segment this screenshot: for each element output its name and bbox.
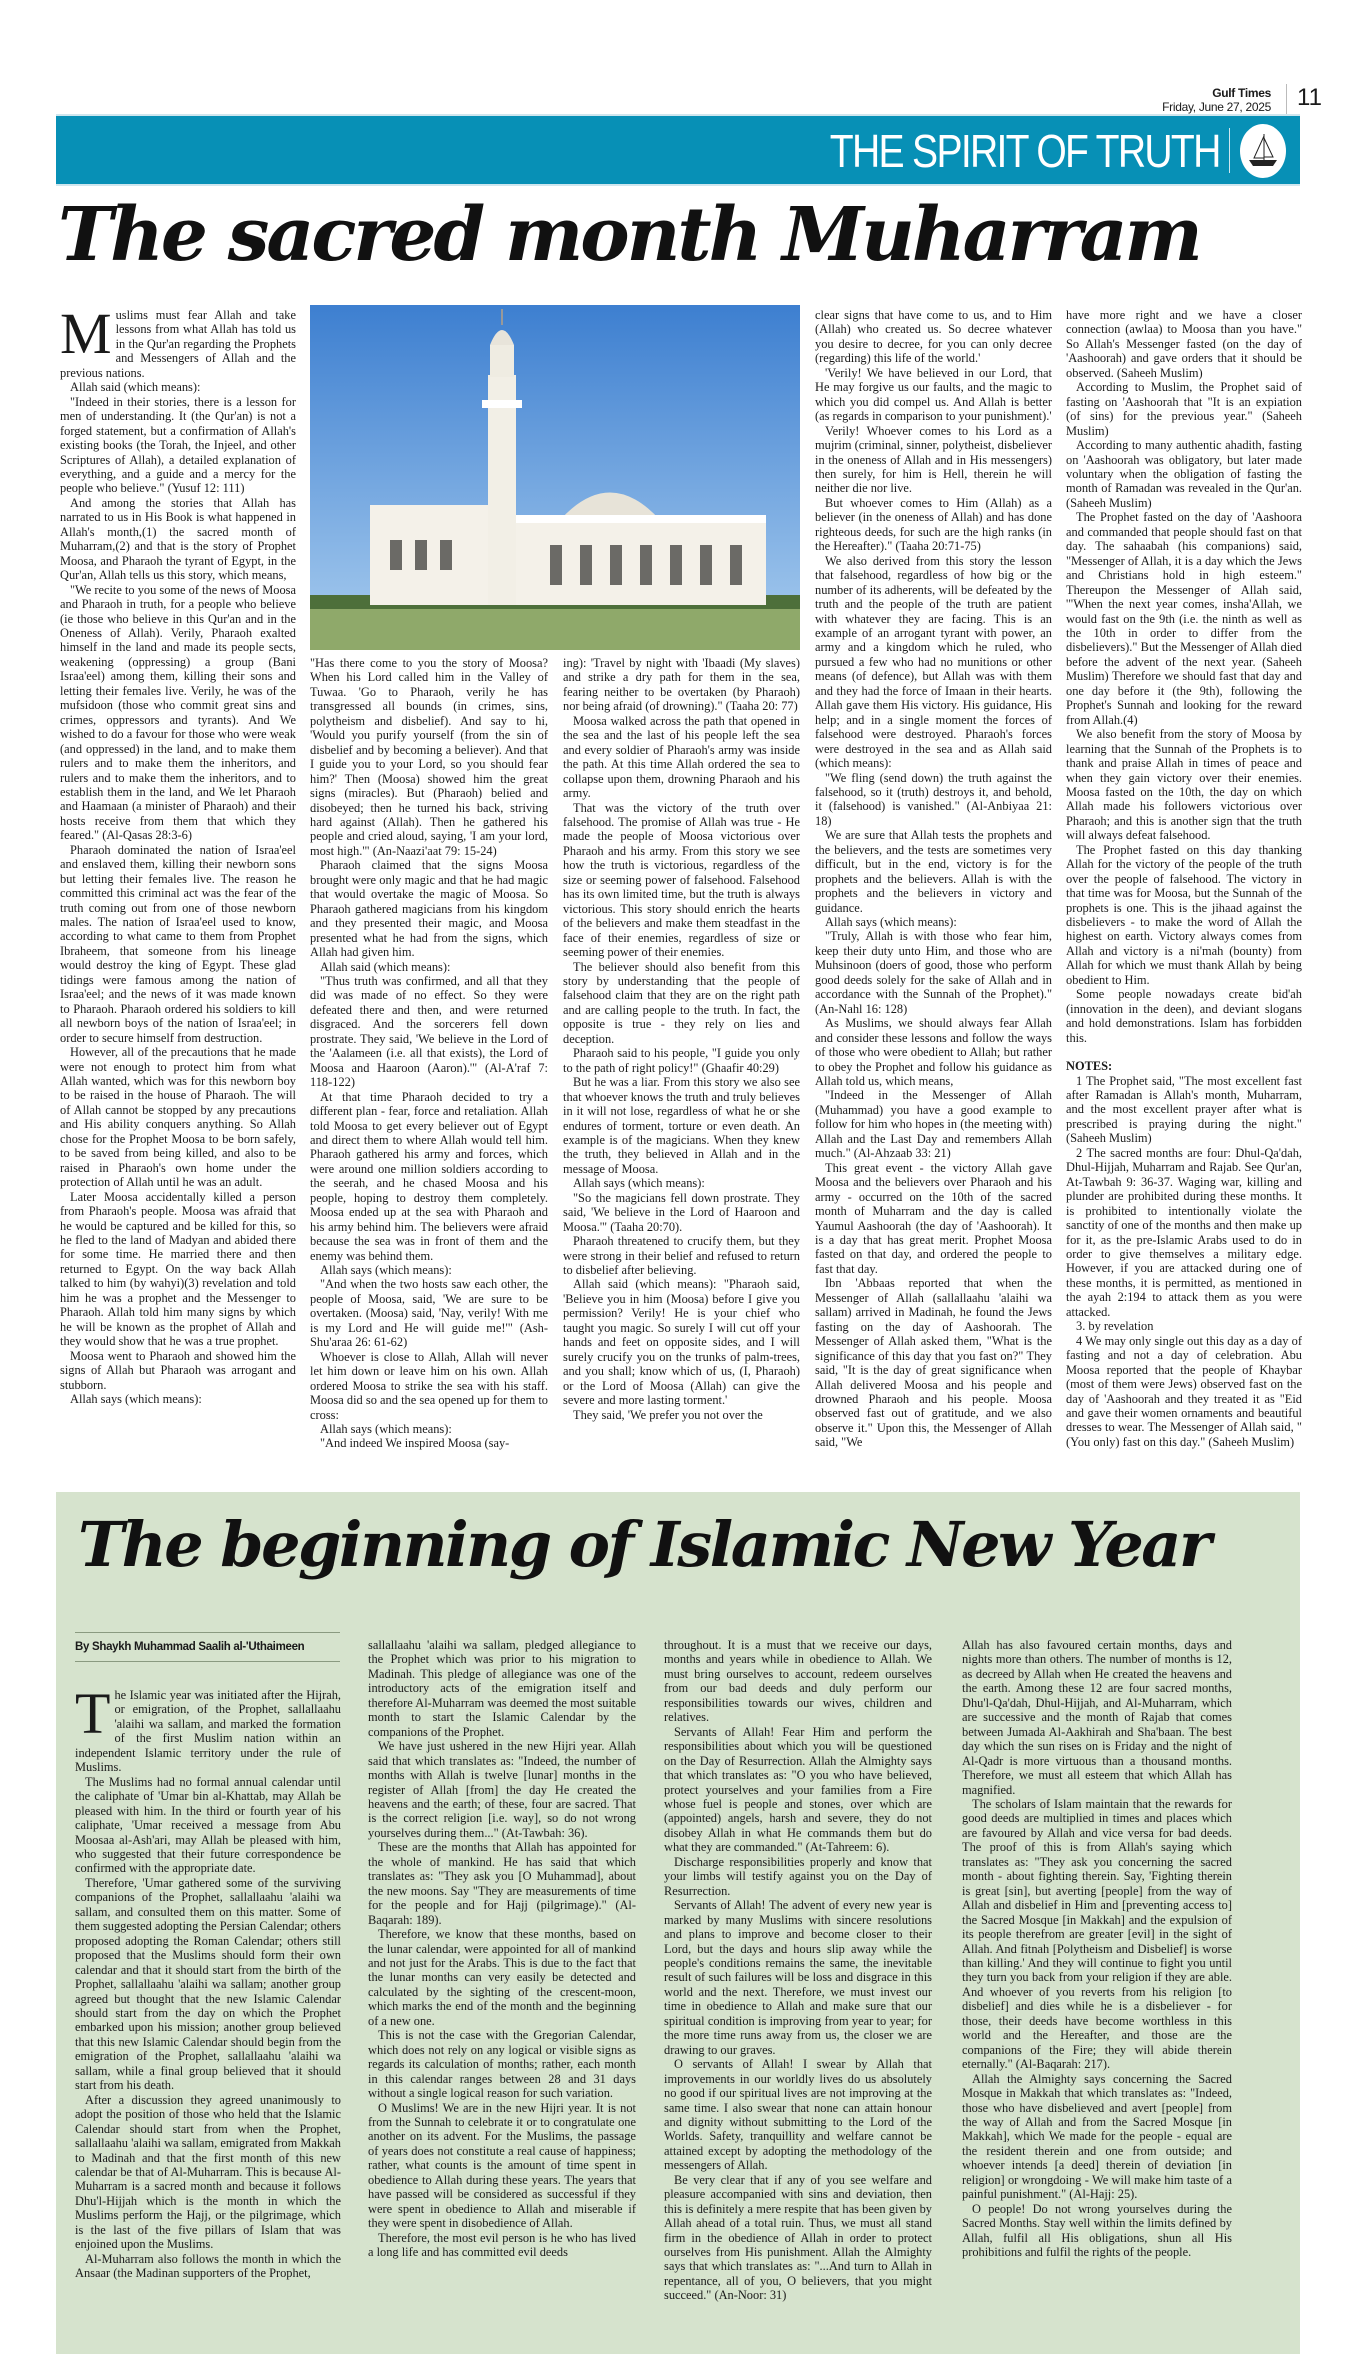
paragraph: We also derived from this story the lesson that falsehood, regardless of how big or the number of its adherents, will be defeated by the truth and the people of the truth are patient with whatever they are facing. This is an example of an arrogant tyrant with power, an army and a kingdom which he ruled, who pursued a few who had no munitions or other means (of defence), but Allah was with them and they had the force of Imaan in their hearts. Allah gave them His victory. His guidance, His help; and in a single moment the forces of falsehood were destroyed. Pharaoh's forces were destroyed in the sea and as Allah said (which means): (815, 553, 1052, 771)
masthead (1162, 86, 1271, 114)
notes-heading: NOTES: (1066, 1059, 1113, 1074)
dhow-boat-icon (1240, 124, 1286, 178)
article-column (368, 1638, 636, 2348)
paragraph: Moosa walked across the path that opened in the sea and the last of his people left the sea and every soldier of Pharaoh's army was inside the path. At this time Allah ordered the sea to collapse upon them, drowning Pharaoh and his army. (563, 713, 800, 801)
paragraph: Servants of Allah! Fear Him and perform the responsibilities about which you will be questioned on the Day of Resurrection. Allah the Almighty says that which translates as: "O you who have believed, protect yourselves and your families from a Fire whose fuel is people and stones, over which are (appointed) angels, harsh and severe, they do not disobey Allah in what He commands them but do what they are commanded." (At-Tahreem: 6). (664, 1724, 932, 1855)
paragraph: O people! Do not wrong yourselves during the Sacred Months. Stay well within the limits defined by Allah, fulfil all His obligations, shun all His prohibitions and fulfil the rights of the people. (962, 2201, 1232, 2260)
article-title: The beginning of Islamic New Year (78, 1508, 1210, 1581)
paragraph: "We fling (send down) the truth against the falsehood, so it (truth) destroys it, and behold, it (falsehood) is vanished." (Al-Anbiyaa 21: 18) (815, 770, 1052, 828)
article-column (75, 1688, 341, 2348)
paragraph: We are sure that Allah tests the prophets and the believers, and the tests are sometimes very difficult, but in the end, victory is for the prophets and the believers. Allah is with the prophets and the believers in victory and guidance. (815, 828, 1052, 915)
banner-divider (1229, 128, 1230, 173)
paragraph: Later Moosa accidentally killed a person from Pharaoh's people. Moosa was afraid that he would be captured and be killed for this, so he fled to the land of Madyan and abided there for some time. He married there and then returned to Egypt. On the way back Allah talked to him (by wahyi)(3) revelation and told him he was a prophet and the Messenger to Pharaoh. Allah told him many signs by which he will be known as the prophet of Allah and they would show that he was a true prophet. (60, 1189, 296, 1349)
paragraph: Therefore, we know that these months, based on the lunar calendar, were appointed for all of mankind and not just for the Arabs. This is due to the fact that the lunar months can very easily be detected and calculated by the sighting of the crescent-moon, which marks the end of the month and the beginning of a new one. (368, 1927, 636, 2028)
paragraph: But he was a liar. From this story we also see that whoever knows the truth and truly believes in it will not lose, regardless of what he or she endures of torment, torture or even death. An example is of the magicians. When they knew the truth, they believed in Allah and in the message of Moosa. (563, 1075, 800, 1176)
paragraph: The Prophet fasted on this day thanking Allah for the victory of the people of the truth over the people of falsehood. The victory in that time was for Moosa, but the Sunnah of the prophets is one. This is the jihaad against the disbelievers - to make the word of Allah the highest on earth. Victory always comes from Allah and victory is a ni'mah (bounty) from Allah for which we must thank Allah by being obedient to Him. (1066, 842, 1302, 987)
article-title: The sacred month Muharram (58, 192, 1200, 278)
paragraph: 'Verily! We have believed in our Lord, that He may forgive us our faults, and the magic to which you did compel us. And Allah is better (as regards in comparison to your punishment).' (815, 365, 1052, 424)
paragraph: Be very clear that if any of you see welfare and pleasure accompanied with sins and deviation, then this is definitely a mere respite that has been given by Allah ahead of a total ruin. Thus, we must all stand firm in the obedience of Allah in order to protect ourselves from His punishment. Allah the Almighty says that which translates as: "...And turn to Allah in repentance, all of you, O believers, that you might succeed." (An-Noor: 31) (664, 2172, 932, 2303)
paragraph: The scholars of Islam maintain that the rewards for good deeds are multiplied in times and places which are favoured by Allah and vice versa for bad deeds. The proof of this is from Allah's saying which translates as: "They ask you concerning the sacred month - about fighting therein. Say, 'Fighting therein is great [sin], but averting [people] from the way of Allah and disbelief in Him and [preventing access to] the Sacred Mosque [in Makkah] and the expulsion of its people therefrom are greater [evil] in the sight of Allah. And fitnah [Polytheism and Disbelief] is worse than killing.' And they will continue to fight you until they turn you back from your religion if they are able. And whoever of you reverts from his religion [to disbelief] and dies while he is a disbeliever - for those, their deeds have become worthless in this world and the Hereafter, and those are the companions of the Fire; they will abide therein eternally." (Al-Baqarah: 217). (962, 1796, 1232, 2072)
paragraph: Allah says (which means): (825, 915, 957, 930)
article-column (60, 308, 296, 1468)
paragraph: We have just ushered in the new Hijri year. Allah said that which translates as: "Indeed, the number of months with Allah is twelve [lunar] months in the register of Allah [from] the day He created the heavens and the earth; of these, four are sacred. That is the correct religion [i.e. way], so do not wrong yourselves during them..." (At-Tawbah: 36). (368, 1739, 636, 1840)
paragraph: Verily! Whoever comes to his Lord as a mujrim (criminal, sinner, polytheist, disbeliever in the oneness of Allah and in His messengers) then surely, for him is Hell, therein he will neither die nor live. (815, 423, 1052, 496)
paragraph: Ibn 'Abbaas reported that when the Messenger of Allah (sallallaahu 'alaihi wa sallam) arrived in Madinah, he found the Jews fasting on the day of Aashoorah. The Messenger of Allah asked them, "What is the significance of this day that you fast on?" They said, "It is the day of great significance when Allah delivered Moosa and his people and drowned Pharaoh and his people. Moosa observed fast out of gratitude, and we also observe it." Upon this, the Messenger of Allah said, "We (815, 1276, 1052, 1450)
page-number: 11 (1286, 84, 1322, 114)
paragraph: Pharaoh dominated the nation of Israa'eel and enslaved them, killing their newborn sons but letting their females live. The reason he committed this criminal act was the fear of the truth coming out from one of those newborn males. The nation of Israa'eel used to know, according to what came to them from Prophet Ibraheem, that someone from his lineage would destroy the king of Egypt. These glad tidings were famous among the nation of Israa'eel; and the news of it was made known to Pharaoh. Pharaoh ordered his soldiers to kill all newborn boys of the nation of Israa'eel; in order to secure himself from destruction. (60, 842, 296, 1045)
paragraph: Therefore, the most evil person is he who has lived a long life and has committed evil deeds (368, 2230, 636, 2260)
publication-name: Gulf Times (1212, 86, 1271, 100)
paragraph: "Truly, Allah is with those who fear him, keep their duty unto Him, and those who are Muhsinoon (doers of good, those who perform good deeds solely for the sake of Allah and in accordance with the Sunnah of the Prophet)." (An-Nahl 16: 128) (815, 929, 1052, 1016)
paragraph: This great event - the victory Allah gave Moosa and the believers over Pharaoh and his army - occurred on the 10th of the sacred month of Muharram and the day is called Yaumul Aashoorah (the day of 'Aashoorah). It is a day that has great merit. Prophet Moosa fasted on that day, and ordered the people to fast that day. (815, 1160, 1052, 1276)
paragraph: The believer should also benefit from this story by understanding that the people of falsehood claim that they are on the right path and are calling people to the truth. In fact, the opposite is true - they rely on lies and deception. (563, 959, 800, 1046)
paragraph: "Thus truth was confirmed, and all that they did was made of no effect. So they were defeated there and then, and were returned disgraced. And the sorcerers fell down prostrate. They said, 'We believe in the Lord of the 'Aalameen (i.e. all that exists), the Lord of Moosa and Haaroon (Aaron).'" (Al-A'raf 7: 118-122) (310, 973, 548, 1090)
paragraph: They said, 'We prefer you not over the (573, 1407, 763, 1422)
paragraph: Allah says (which means): (320, 1422, 452, 1437)
paragraph: Allah says (which means): (573, 1176, 705, 1191)
paragraph: This is not the case with the Gregorian Calendar, which does not rely on any logical or visible signs as regards its calculation of months; rather, each month in this calendar ranges between 28 and 31 days without a single logical reason for such variation. (368, 2028, 636, 2101)
paragraph: Pharaoh said to his people, "I guide you only to the path of right policy!" (Ghaafir 40:29) (563, 1046, 800, 1075)
paragraph: O servants of Allah! I swear by Allah that improvements in our worldly lives do us absolutely no good if our spiritual lives are not improving at the same time. I also swear that none can attain honour and dignity without submitting to the Lord of the Worlds. Safety, tranquillity and welfare cannot be attained except by adopting the methodology of the messengers of Allah. (664, 2057, 932, 2173)
paragraph: As Muslims, we should always fear Allah and consider these lessons and follow the ways of those who were obedient to Allah; but rather to obey the Prophet and follow his guidance as Allah told us, which means, (815, 1016, 1052, 1089)
paragraph: Allah has also favoured certain months, days and nights more than others. The number of months is 12, as decreed by Allah when He created the heavens and the earth. Among these 12 are four sacred months, Dhu'l-Qa'dah, Dhul-Hijjah, and Al-Muharram, which are successive and the month of Rajab that comes between Jumada Al-Aakhirah and Sha'baan. The best day which the sun rises on is Friday and the night of Al-Qadr is more virtuous than a thousand months. Therefore, we must all esteem that which Allah has magnified. (962, 1638, 1232, 1797)
paragraph: The Muslims had no formal annual calendar until the caliphate of 'Umar bin al-Khattab, may Allah be pleased with him. In the third or fourth year of his caliphate, 'Umar received a message from Abu Moosaa al-Ash'ari, may Allah be pleased with him, who suggested that their future correspondence be confirmed with the appropriate date. (75, 1774, 341, 1876)
paragraph: Pharaoh threatened to crucify them, but they were strong in their belief and refused to return to disbelief after believing. (563, 1234, 800, 1278)
paragraph: throughout. It is a must that we receive our days, months and years while in obedience to Allah. We must bring ourselves to account, redeem ourselves from our bad deeds and duly perform our responsibilities towards our wives, children and relatives. (664, 1638, 932, 1725)
article-column (310, 656, 548, 1468)
paragraph: Allah said (which means): (320, 959, 451, 974)
paragraph: And among the stories that Allah has narrated to us in His Book is what happened in Allah's month,(1) the sacred month of Muharram,(2) and that is the story of Prophet Moosa, and Pharaoh the tyrant of Egypt, in the Qur'an, Allah tells us this story, which means, (60, 495, 296, 583)
paragraph: According to many authentic ahadith, fasting on 'Aashoorah was obligatory, but later made voluntary when the obligation of fasting the month of Ramadan was revealed in the Qur'an. (Saheeh Muslim) (1066, 438, 1302, 510)
article-column (1066, 308, 1302, 1468)
paragraph: "So the magicians fell down prostrate. They said, 'We believe in the Lord of Haaroon and Moosa.'" (Taaha 20:70). (563, 1190, 800, 1234)
section-banner (56, 114, 1300, 186)
paragraph: However, all of the precautions that he made were not enough to protect him from what Allah wanted, which was for this newborn boy to be raised in the house of Pharaoh. The will of Allah cannot be stopped by any precautions and His ability conquers anything. So Allah chose for the Prophet Moosa to be born safely, to be saved from being killed, and also to be raised in Pharaoh's own home under the protection of Allah until he was an adult. (60, 1045, 296, 1190)
paragraph: Allah said (which means): "Pharaoh said, 'Believe you in him (Moosa) before I give you permission? Verily! He is your chief who taught you magic. So surely I will cut off your hands and feet on opposite sides, and I will surely crucify you on the trunks of palm-trees, and you shall; know which of us, (I, Pharaoh) or the Lord of Moosa (Allah) can give the severe and more lasting torment.' (563, 1277, 800, 1408)
paragraph: The Prophet fasted on the day of 'Aashoora and commanded that people should fast on that day. The sahaabah (his companions) said, "Messenger of Allah, it is a day which the Jews and Christians hold in high esteem." Thereupon the Messenger of Allah said, '"When the next year comes, insha'Allah, we would fast on the 9th (i.e. the ninth as well as the 10th in order to differ from the disbelievers)." But the Messenger of Allah died before the advent of the next year. (Saheeh Muslim) Therefore we should fast that day and one day before it (the 9th), following the Prophet's Sunnah and looking for the reward from Allah.(4) (1066, 510, 1302, 727)
paragraph: O Muslims! We are in the new Hijri year. It is not from the Sunnah to celebrate it or to congratulate one another on its advent. For the Muslims, the passage of years does not constitute a real cause of happiness; rather, what counts is the amount of time spent in obedience to Allah during these years. The years that have passed will be considered as successful if they were spent in obedience to Allah and miserable if they were spent in disobedience of Allah. (368, 2100, 636, 2231)
paragraph: clear signs that have come to us, and to Him (Allah) who created us. So decree whatever you desire to decree, for you can only decree (regarding) this life of the world.' (815, 308, 1052, 366)
paragraph: The Islamic year was initiated after the Hijrah, or emigration, of the Prophet, sallallaahu 'alaihi wa sallam, and marked the formation of the first Muslim nation within an independent Islamic territory under the rule of Muslims. (75, 1688, 341, 1775)
paragraph: These are the months that Allah has appointed for the whole of mankind. He has said that which translates as: "They ask you [O Muhammad], about the new moons. Say "They are measurements of time for the people and for Hajj (pilgrimage)." (Al-Baqarah: 189). (368, 1840, 636, 1927)
paragraph: Allah said (which means): (70, 380, 201, 395)
paragraph: "Indeed in their stories, there is a lesson for men of understanding. It (the Qur'an) is not a forged statement, but a confirmation of Allah's existing books (the Torah, the Injeel, and other Scriptures of Allah), a detailed explanation of everything, and a guide and a mercy for the people who believe." (Yusuf 12: 111) (60, 394, 296, 496)
section-title: THE SPIRIT OF TRUTH (830, 125, 1220, 177)
paragraph: "Indeed in the Messenger of Allah (Muhammad) you have a good example to follow for him who hopes in (the meeting with) Allah and the Last Day and remembers Allah much." (Al-Ahzaab 33: 21) (815, 1088, 1052, 1161)
byline: By Shaykh Muhammad Saalih al-'Uthaimeen (75, 1632, 340, 1662)
paragraph: sallallaahu 'alaihi wa sallam, pledged allegiance to the Prophet which was prior to his migration to Madinah. This pledge of allegiance was one of the introductory acts of the emigration itself and therefore Al-Muharram was deemed the most suitable month to start the Islamic Calendar by the companions of the Prophet. (368, 1638, 636, 1739)
paragraph: But whoever comes to Him (Allah) as a believer (in the oneness of Allah) and has done righteous deeds, for such are the high ranks (in the Hereafter)." (Taaha 20:71-75) (815, 495, 1052, 554)
paragraph: Moosa went to Pharaoh and showed him the signs of Allah but Pharaoh was arrogant and stubborn. (60, 1348, 296, 1392)
paragraph: 2 The sacred months are four: Dhul-Qa'dah, Dhul-Hijjah, Muharram and Rajab. See Qur'an, At-Tawbah 9: 36-37. Waging war, killing and plunder are prohibited during these months. It is prohibited to intentionally violate the sanctity of one of the months and then make up for it, as the pre-Islamic Arabs used to do in order to give themselves a military edge. However, if you are attacked during one of these months, it is permitted, as mentioned in the ayah 2:194 to attack them as you were attacked. (1066, 1145, 1302, 1319)
paragraph: According to Muslim, the Prophet said of fasting on 'Aashoorah that "It is an expiation (of sins) for the previous year." (Saheeh Muslim) (1066, 380, 1302, 438)
paragraph: "We recite to you some of the news of Moosa and Pharaoh in truth, for a people who believe (ie those who believe in this Qur'an and in the Oneness of Allah). Verily, Pharaoh exalted himself in the land and made its people sects, weakening (oppressing) a group (Bani Israa'eel) among them, killing their sons and letting their females live. Verily, he was of the mufsidoon (those who commit great sins and crimes, oppressors and tyrants). And We wished to do a favour for those who were weak (and oppressed) in the land, and to make them rulers and to make them the inheritors, and rulers and to make them the inheritors, and to establish them in the land, and We let Pharaoh and Haamaan (a minister of Pharaoh) and their hosts receive from them that which they feared." (Al-Qasas 28:3-6) (60, 582, 296, 843)
paragraph: Whoever is close to Allah, Allah will never let him down or leave him on his own. Allah ordered Moosa to strike the sea with his staff. Moosa did so and the sea opened up for them to cross: (310, 1349, 548, 1422)
paragraph: "Has there come to you the story of Moosa? When his Lord called him in the Valley of Tuwaa. 'Go to Pharaoh, verily he has transgressed all bounds (in crimes, sins, polytheism and disbelief). And say to hi, 'Would you purify yourself (from the sin of disbelief and by becoming a believer). And that I guide you to your Lord, so you should fear him?' Then (Moosa) showed him the great signs (miracles). But (Pharaoh) belied and disobeyed; then he turned his back, striving hard against (Allah). Then he gathered his people and cried aloud, saying, 'I am your lord, most high.'" (An-Naazi'aat 79: 15-24) (310, 656, 548, 858)
paragraph: At that time Pharaoh decided to try a different plan - fear, force and retaliation. Allah told Moosa to get every believer out of Egypt and direct them to where Allah would tell him. Pharaoh gathered his army and forces, which were around one million soldiers according to the seerah, and he chased Moosa and his people, hoping to destroy them completely. Moosa ended up at the sea with Pharaoh and his army behind him. The believers were afraid because the sea was in front of them and the enemy was behind them. (310, 1089, 548, 1263)
paragraph: ing): 'Travel by night with 'Ibaadi (My slaves) and strike a dry path for them in the sea, fearing neither to be overtaken (by Pharaoh) nor being afraid (of drowning)." (Taaha 20: 77) (563, 656, 800, 714)
article-column (815, 308, 1052, 1468)
paragraph: Allah says (which means): (70, 1391, 202, 1406)
paragraph: Servants of Allah! The advent of every new year is marked by many Muslims with sincere resolutions and plans to improve and become closer to their Lord, but the days and hours slip away while the people's conditions remains the same, the inevitable result of such failures will be loss and disgrace in this world and the next. Therefore, we must invest our time in obedience to Allah and make sure that our spiritual condition is improving from year to year; for the more time runs away from us, the closer we are drawing to our graves. (664, 1898, 932, 2057)
paragraph: 4 We may only single out this day as a day of fasting and not a day of celebration. Abu Moosa reported that the people of Khaybar (most of them were Jews) observed fast on the day of 'Aashoorah and they treated it as "Eid and gave their women ornaments and beautiful dresses to wear. The Messenger of Allah said, "(You only) fast on this day." (Saheeh Muslim) (1066, 1333, 1302, 1449)
paragraph: That was the victory of the truth over falsehood. The promise of Allah was true - He made the people of Moosa victorious over Pharaoh and his army. From this story we see how the truth is victorious, regardless of the size or seeming power of falsehood. Falsehood has its own limited time, but the truth is always victorious. This story should enrich the hearts of the believers and make them steadfast in the face of their enemies, regardless of size or seeming power of their enemies. (563, 800, 800, 960)
paragraph: Muslims must fear Allah and take lessons from what Allah has told us in the Qur'an regarding the Prophets and Messengers of Allah and the previous nations. (60, 308, 296, 380)
article-column (664, 1638, 932, 2348)
paragraph: "And indeed We inspired Moosa (say- (320, 1436, 510, 1451)
paragraph: have more right and we have a closer connection (awlaa) to Moosa than you have." So Allah's Messenger fasted (on the day of 'Aashoorah) and gave orders that it should be observed. (Saheeh Muslim) (1066, 308, 1302, 380)
paragraph: Some people nowadays create bid'ah (innovation in the deen), and deviant slogans and hold demonstrations. Islam has forbidden this. (1066, 987, 1302, 1045)
paragraph: Therefore, 'Umar gathered some of the surviving companions of the Prophet, sallallaahu 'alaihi wa sallam, and consulted them on this matter. Some of them suggested adopting the Persian Calendar; others proposed adopting the Roman Calendar; others still proposed that the Muslims should form their own calendar and that it should start from the birth of the Prophet, sallallaahu 'alaihi wa sallam; another group agreed but thought that the new Islamic Calendar should start from the day on which the Prophet embarked upon his mission; another group believed that this new Islamic Calendar should begin from the emigration of the Prophet, sallallaahu 'alaihi wa sallam, while a final group believed that it should start from his death. (75, 1875, 341, 2093)
paragraph: Discharge responsibilities properly and know that your limbs will testify against you on the Day of Resurrection. (664, 1854, 932, 1898)
paragraph: We also benefit from the story of Moosa by learning that the Sunnah of the Prophets is to thank and praise Allah in times of peace and when they gain victory over their enemies. Moosa fasted on the 10th, the day on which Allah made his followers victorious over Pharaoh; and this is another sign that the truth will always defeat falsehood. (1066, 727, 1302, 843)
paragraph: After a discussion they agreed unanimously to adopt the position of those who held that the Islamic Calendar should start from when the Prophet, sallallaahu 'alaihi wa sallam, emigrated from Makkah to Madinah and that the first month of this new calendar be that of Al-Muharram. This is because Al-Muharram is a sacred month and because it follows Dhu'l-Hijjah which is the month in which the Muslims perform the Hajj, or the pilgrimage, which is the last of the five pillars of Islam that was enjoined upon the Muslims. (75, 2092, 341, 2252)
paragraph: Allah the Almighty says concerning the Sacred Mosque in Makkah that which translates as: "Indeed, those who have disbelieved and avert [people] from the way of Allah and from the Sacred Mosque [in Makkah], which We made for the people - equal are the resident therein and one from outside; and whoever intends [a deed] therein of deviation [in religion] or wrongdoing - We will make him taste of a painful punishment." (Al-Hajj: 25). (962, 2071, 1232, 2202)
paragraph: Allah says (which means): (320, 1263, 452, 1278)
paragraph: 3. by revelation (1076, 1319, 1154, 1334)
article-column (962, 1638, 1232, 2348)
issue-date: Friday, June 27, 2025 (1162, 100, 1271, 114)
mosque-photo (310, 305, 800, 650)
paragraph: Al-Muharram also follows the month in which the Ansaar (the Madinan supporters of the Prophet, (75, 2251, 341, 2281)
article-column (563, 656, 800, 1468)
paragraph: 1 The Prophet said, "The most excellent fast after Ramadan is Allah's month, Muharram, and the most excellent prayer after what is prescribed is praying during the night." (Saheeh Muslim) (1066, 1073, 1302, 1146)
paragraph: Pharaoh claimed that the signs Moosa brought were only magic and that he had magic that would overtake the magic of Moosa. So Pharaoh gathered magicians from his kingdom and they presented their magic, and Moosa presented what he had from the signs, which Allah had given him. (310, 858, 548, 960)
paragraph: "And when the two hosts saw each other, the people of Moosa, said, 'We are sure to be overtaken. (Moosa) said, 'Nay, verily! With me is my Lord and He will guide me!'" (Ash-Shu'araa 26: 61-62) (310, 1277, 548, 1350)
